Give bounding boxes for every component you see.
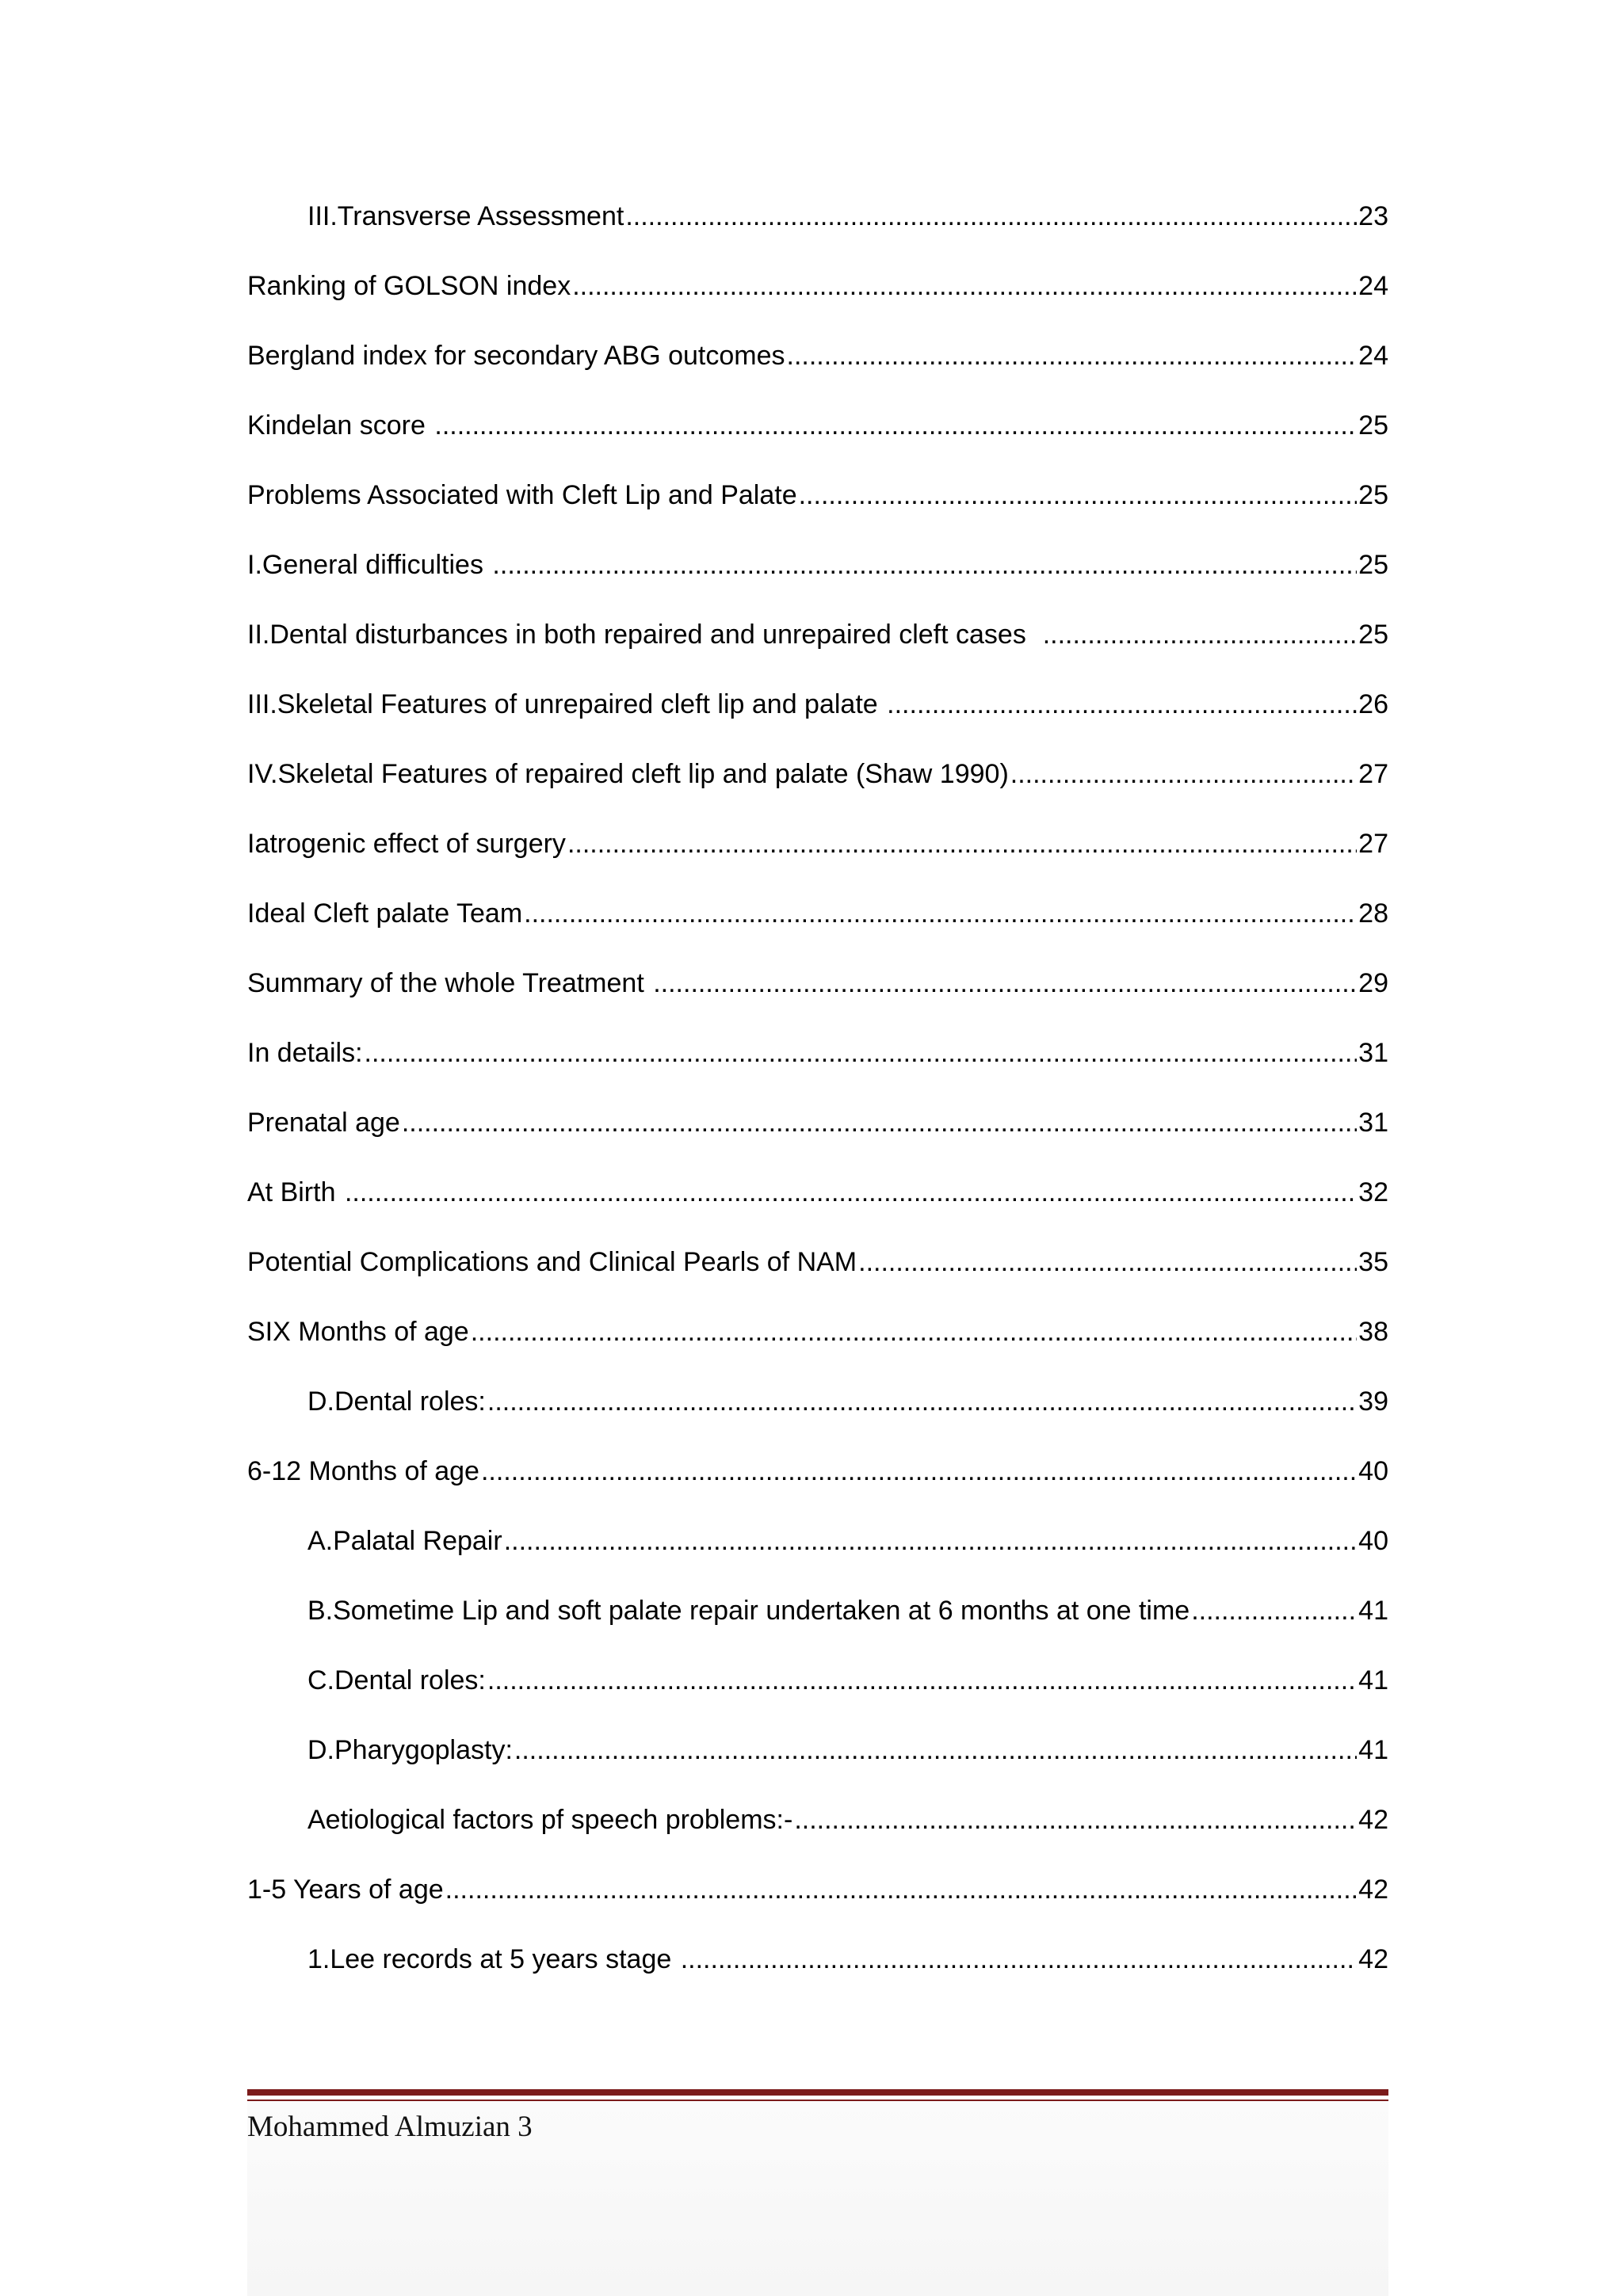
toc-entry[interactable] bbox=[247, 959, 1388, 1029]
toc-entry[interactable] bbox=[247, 1169, 1388, 1238]
toc-page-number: 27 bbox=[1358, 829, 1388, 859]
toc-dot-leader bbox=[787, 332, 1358, 379]
toc-dot-leader bbox=[492, 541, 1357, 589]
toc-page-number: 23 bbox=[1358, 201, 1388, 231]
toc-entry-title: II.Dental disturbances in both repaired and unrepaired cleft cases bbox=[247, 620, 1041, 650]
toc-dot-leader bbox=[1043, 611, 1357, 658]
toc-page-number: 29 bbox=[1358, 968, 1388, 998]
toc-entry-title: IV.Skeletal Features of repaired cleft lip and palate (Shaw 1990) bbox=[247, 759, 1009, 789]
toc-dot-leader bbox=[858, 1238, 1357, 1286]
toc-page-number: 42 bbox=[1358, 1875, 1388, 1905]
toc-entry[interactable] bbox=[247, 1029, 1388, 1099]
toc-entry-title: 1.Lee records at 5 years stage bbox=[307, 1944, 679, 1974]
toc-entry-title: Ideal Cleft palate Team bbox=[247, 898, 523, 929]
toc-page-number: 25 bbox=[1358, 620, 1388, 650]
toc-dot-leader bbox=[524, 890, 1357, 937]
toc-entry-title: Kindelan score bbox=[247, 410, 433, 441]
toc-dot-leader bbox=[471, 1308, 1357, 1356]
toc-page-number: 26 bbox=[1358, 689, 1388, 719]
toc-entry-title: III.Transverse Assessment bbox=[307, 201, 624, 231]
toc-dot-leader bbox=[794, 1796, 1357, 1844]
toc-entry-title: D.Dental roles: bbox=[307, 1386, 486, 1417]
toc-entry[interactable] bbox=[247, 471, 1388, 541]
toc-entry[interactable] bbox=[247, 332, 1388, 402]
toc-dot-leader bbox=[1010, 750, 1357, 798]
toc-page-number: 39 bbox=[1358, 1386, 1388, 1417]
toc-entry-title: Summary of the whole Treatment bbox=[247, 968, 652, 998]
toc-page-number: 24 bbox=[1358, 271, 1388, 301]
toc-page-number: 24 bbox=[1358, 341, 1388, 371]
toc-page-number: 31 bbox=[1358, 1108, 1388, 1138]
toc-dot-leader bbox=[887, 681, 1357, 728]
toc-entry[interactable] bbox=[247, 1796, 1388, 1866]
toc-dot-leader bbox=[514, 1726, 1357, 1774]
toc-entry[interactable] bbox=[247, 1657, 1388, 1726]
toc-entry-title: Bergland index for secondary ABG outcomes bbox=[247, 341, 785, 371]
toc-entry-title: Ranking of GOLSON index bbox=[247, 271, 571, 301]
toc-entry[interactable] bbox=[247, 1308, 1388, 1378]
footer-rule bbox=[247, 2089, 1388, 2096]
toc-page-number: 25 bbox=[1358, 480, 1388, 510]
toc-entry[interactable] bbox=[247, 820, 1388, 890]
toc-entry-title: I.General difficulties bbox=[247, 550, 491, 580]
toc-page-number: 42 bbox=[1358, 1944, 1388, 1974]
toc-entry[interactable] bbox=[247, 1936, 1388, 2005]
toc-entry-title: 1-5 Years of age bbox=[247, 1875, 444, 1905]
toc-entry[interactable] bbox=[247, 890, 1388, 959]
toc-dot-leader bbox=[681, 1936, 1357, 1983]
toc-entry[interactable] bbox=[247, 1866, 1388, 1936]
toc-dot-leader bbox=[365, 1029, 1358, 1077]
toc-page-number: 25 bbox=[1358, 550, 1388, 580]
toc-page-number: 40 bbox=[1358, 1526, 1388, 1556]
toc-page-number: 38 bbox=[1358, 1317, 1388, 1347]
toc-page-number: 40 bbox=[1358, 1456, 1388, 1486]
toc-entry[interactable] bbox=[247, 1099, 1388, 1169]
toc-entry-title: D.Pharygoplasty: bbox=[307, 1735, 513, 1765]
toc-dot-leader bbox=[487, 1657, 1357, 1704]
toc-entry[interactable] bbox=[247, 1238, 1388, 1308]
toc-dot-leader bbox=[1191, 1587, 1357, 1634]
toc-entry[interactable] bbox=[247, 750, 1388, 820]
toc-dot-leader bbox=[653, 959, 1357, 1007]
toc-dot-leader bbox=[567, 820, 1357, 868]
toc-entry-title: A.Palatal Repair bbox=[307, 1526, 502, 1556]
toc-entry-title: B.Sometime Lip and soft palate repair undertaken at 6 months at one time bbox=[307, 1596, 1190, 1626]
toc-entry[interactable] bbox=[247, 402, 1388, 471]
toc-entry-title: In details: bbox=[247, 1038, 363, 1068]
toc-page-number: 31 bbox=[1358, 1038, 1388, 1068]
toc-dot-leader bbox=[799, 471, 1358, 519]
toc-dot-leader bbox=[402, 1099, 1357, 1146]
toc-dot-leader bbox=[625, 193, 1357, 240]
toc-dot-leader bbox=[487, 1378, 1357, 1425]
toc-entry[interactable] bbox=[247, 611, 1388, 681]
toc-entry-title: Potential Complications and Clinical Pearls of NAM bbox=[247, 1247, 857, 1277]
toc-dot-leader bbox=[345, 1169, 1357, 1216]
toc-entry-title: Problems Associated with Cleft Lip and Palate bbox=[247, 480, 797, 510]
toc-page-number: 35 bbox=[1358, 1247, 1388, 1277]
toc-entry[interactable] bbox=[247, 1378, 1388, 1447]
toc-entry[interactable] bbox=[247, 193, 1388, 262]
toc-entry[interactable] bbox=[247, 541, 1388, 611]
toc-page-number: 28 bbox=[1358, 898, 1388, 929]
toc-page-number: 27 bbox=[1358, 759, 1388, 789]
toc-entry-title: SIX Months of age bbox=[247, 1317, 469, 1347]
toc-dot-leader bbox=[434, 402, 1357, 449]
footer-author-page: Mohammed Almuzian 3 bbox=[247, 2111, 533, 2143]
toc-entry-title: 6-12 Months of age bbox=[247, 1456, 479, 1486]
toc-entry-title: C.Dental roles: bbox=[307, 1665, 486, 1695]
toc-dot-leader bbox=[445, 1866, 1358, 1913]
toc-page-number: 41 bbox=[1358, 1735, 1388, 1765]
toc-entry[interactable] bbox=[247, 1447, 1388, 1517]
footer-rule-thin bbox=[247, 2100, 1388, 2101]
toc-page-number: 32 bbox=[1358, 1177, 1388, 1207]
toc-dot-leader bbox=[572, 262, 1357, 310]
toc-dot-leader bbox=[504, 1517, 1357, 1565]
toc-page-number: 42 bbox=[1358, 1805, 1388, 1835]
toc-entry[interactable] bbox=[247, 1726, 1388, 1796]
toc-page-number: 41 bbox=[1358, 1665, 1388, 1695]
toc-entry[interactable] bbox=[247, 262, 1388, 332]
toc-entry[interactable] bbox=[247, 681, 1388, 750]
toc-entry[interactable] bbox=[247, 1517, 1388, 1587]
toc-dot-leader bbox=[481, 1447, 1357, 1495]
toc-entry-title: III.Skeletal Features of unrepaired cleft lip and palate bbox=[247, 689, 886, 719]
toc-entry-title: Prenatal age bbox=[247, 1108, 400, 1138]
toc-entry-title: Aetiological factors pf speech problems:- bbox=[307, 1805, 793, 1835]
toc-entry-title: At Birth bbox=[247, 1177, 343, 1207]
toc-entry[interactable] bbox=[247, 1587, 1388, 1657]
table-of-contents bbox=[247, 193, 1388, 2005]
toc-entry-title: Iatrogenic effect of surgery bbox=[247, 829, 566, 859]
toc-page-number: 25 bbox=[1358, 410, 1388, 441]
toc-page-number: 41 bbox=[1358, 1596, 1388, 1626]
